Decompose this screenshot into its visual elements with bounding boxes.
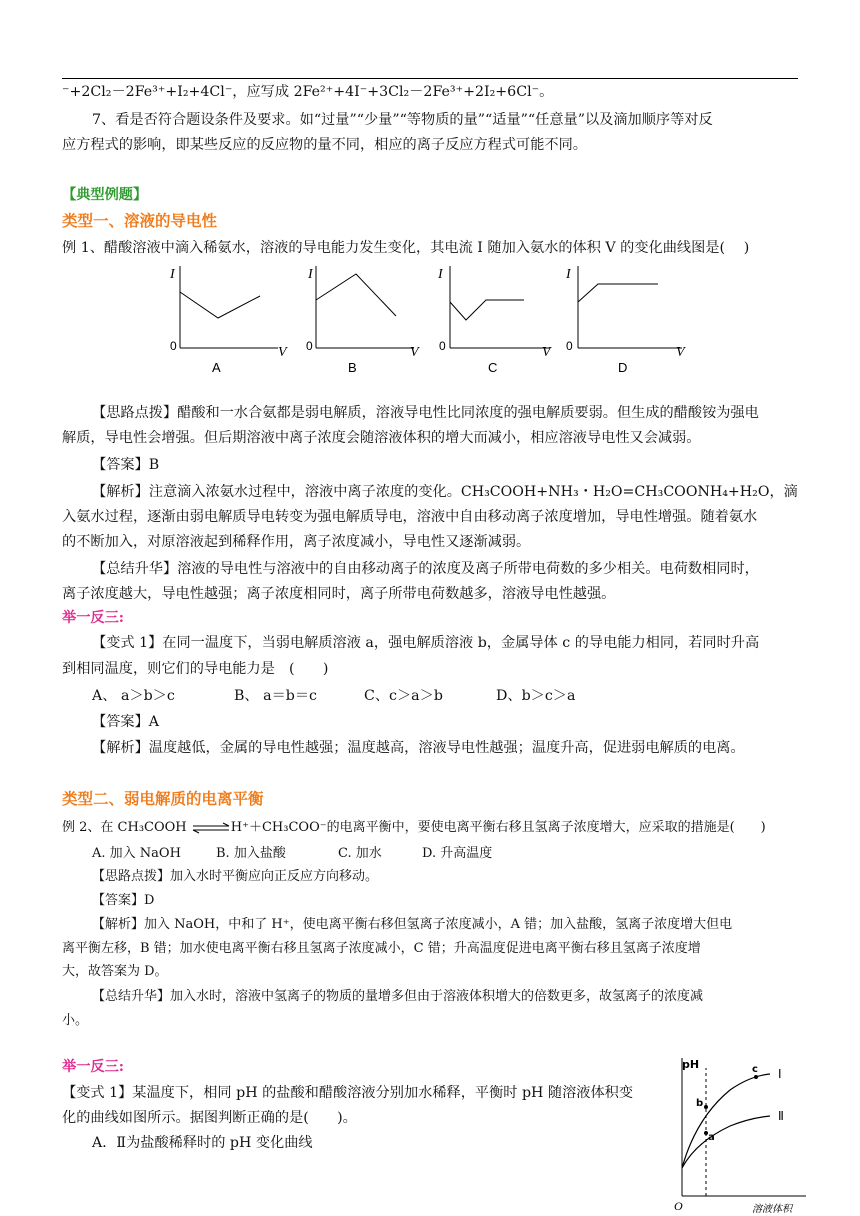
example1-summary-line1: 【总结升华】溶液的导电性与溶液中的自由移动离子的浓度及离子所带电荷数的多少相关。电荷数相同时， xyxy=(92,561,759,577)
curve-1-label: Ⅰ xyxy=(778,1067,782,1081)
variation1-answer: 【答案】A xyxy=(92,714,159,730)
rule-7-line1: 7、看是否符合题设条件及要求。如“过量”“少量”“等物质的量”“适量”“任意量”以及滴加顺序等对反 xyxy=(92,112,713,128)
example2-question-post: H⁺＋CH₃COO⁻的电离平衡中，要使电离平衡右移且氢离子浓度增大，应采取的措施是( ) xyxy=(230,820,766,835)
variation1-options xyxy=(92,686,798,706)
example1-summary-line2: 离子浓度越大，导电性越强；离子浓度相同时，离子所带电荷数越多，溶液导电性越强。 xyxy=(62,586,616,602)
graph-b-origin: 0 xyxy=(306,339,313,353)
example2-analysis-line2: 离平衡左移，B 错；加水使电离平衡右移且氢离子浓度减小，C 错；升高温度促进电离平衡右移且氢离子浓度增 xyxy=(62,941,701,956)
equation-continuation: ⁻+2Cl₂－2Fe³⁺+I₂+4Cl⁻，应写成 2Fe²⁺+4I⁻+3Cl₂－2Fe³⁺+2I₂+6Cl⁻。 xyxy=(62,84,554,100)
ph-dilution-figure xyxy=(670,1050,810,1216)
example2-question xyxy=(62,818,798,838)
example2-options xyxy=(92,844,798,864)
point-c-label: c xyxy=(752,1064,758,1075)
variation1-heading: 举一反三: xyxy=(62,610,124,626)
graph-c-y-label: I xyxy=(438,267,443,282)
graph-a-letter: A xyxy=(212,360,221,375)
graph-d-origin: 0 xyxy=(566,339,573,353)
graph-a-origin: 0 xyxy=(170,339,177,353)
example1-question: 例 1、醋酸溶液中滴入稀氨水，溶液的导电能力发生变化，其电流 I 随加入氨水的体积 V 的变化曲线图是( ) xyxy=(62,240,750,256)
type1-heading: 类型一、溶液的导电性 xyxy=(62,211,218,230)
option-b: B、 a＝b＝c xyxy=(234,688,317,704)
example1-analysis-line1: 【解析】注意滴入浓氨水过程中，溶液中离子浓度的变化。CH₃COOH+NH₃・H₂O=CH₃COONH₄+H₂O，滴 xyxy=(92,484,798,500)
graph-b-x-label: V xyxy=(410,345,419,360)
graph-d-y-label: I xyxy=(566,267,571,282)
example2-summary-line1: 【总结升华】加入水时，溶液中氢离子的物质的量增多但由于溶液体积增大的倍数更多，故氢离子的浓度减 xyxy=(92,989,704,1004)
graph-a-y-label: I xyxy=(170,267,175,282)
figure-origin: O xyxy=(674,1199,683,1213)
option-b: B. 加入盐酸 xyxy=(216,846,286,861)
option-a: A、 a＞b＞c xyxy=(92,688,175,704)
variation1-question-line1: 【变式 1】在同一温度下，当弱电解质溶液 a，强电解质溶液 b，金属导体 c 的导电能力相同，若同时升高 xyxy=(92,635,760,651)
example1-analysis-line3: 的不断加入，对原溶液起到稀释作用，离子浓度减小，导电性又逐渐减弱。 xyxy=(62,534,531,550)
variation1-question-line2: 到相同温度，则它们的导电能力是 ( ) xyxy=(62,661,329,677)
example2-question-pre: 例 2、在 CH₃COOH xyxy=(62,820,187,835)
graph-b-letter: B xyxy=(348,360,357,375)
figure-y-label: pH xyxy=(682,1058,700,1071)
option-a: A. 加入 NaOH xyxy=(92,846,181,861)
example1-analysis-line2: 入氨水过程，逐渐由弱电解质导电转变为强电解质导电，溶液中自由移动离子浓度增加，导电性增强。随着氨水 xyxy=(62,509,758,525)
example2-summary-line2: 小。 xyxy=(62,1013,89,1028)
option-d: D. 升高温度 xyxy=(422,846,493,861)
typical-examples-heading: 【典型例题】 xyxy=(62,187,148,203)
point-b-label: b xyxy=(696,1098,704,1109)
variation2-question-line2: 化的曲线如图所示。据图判断正确的是( )。 xyxy=(62,1110,357,1126)
type2-heading: 类型二、弱电解质的电离平衡 xyxy=(62,789,264,808)
variation2-question-line1: 【变式 1】某温度下，相同 pH 的盐酸和醋酸溶液分别加水稀释，平衡时 pH 随溶液体积变 xyxy=(62,1085,634,1101)
example1-hint-line2: 解质，导电性会增强。但后期溶液中离子浓度会随溶液体积的增大而减小，相应溶液导电性又会减弱。 xyxy=(62,430,701,446)
example2-analysis-line1: 【解析】加入 NaOH，中和了 H⁺，使电离平衡右移但氢离子浓度减小，A 错；加入盐酸，氢离子浓度增大但电 xyxy=(92,917,733,932)
graph-a-x-label: V xyxy=(278,345,287,360)
header-rule xyxy=(62,78,798,79)
variation2-option-a: A．Ⅱ为盐酸稀释时的 pH 变化曲线 xyxy=(92,1135,313,1151)
graph-b-y-label: I xyxy=(308,267,313,282)
graph-d-letter: D xyxy=(618,360,628,375)
example2-analysis-line3: 大，故答案为 D。 xyxy=(62,964,168,979)
example1-hint-line1: 【思路点拨】醋酸和一水合氨都是弱电解质，溶液导电性比同浓度的强电解质要弱。但生成的醋酸铵为强电 xyxy=(92,405,759,421)
curve-2-label: Ⅱ xyxy=(778,1109,784,1123)
rule-7-line2: 应方程式的影响，即某些反应的反应物的量不同，相应的离子反应方程式可能不同。 xyxy=(62,137,587,153)
example1-answer: 【答案】B xyxy=(92,457,160,473)
graph-d xyxy=(560,260,690,376)
graph-d-x-label: V xyxy=(676,345,685,360)
option-d: D、b＞c＞a xyxy=(496,688,576,704)
option-c: C. 加水 xyxy=(338,846,382,861)
graph-c-letter: C xyxy=(488,360,498,375)
graph-c-origin: 0 xyxy=(439,339,446,353)
graph-c xyxy=(434,260,564,376)
option-c: C、c＞a＞b xyxy=(364,688,443,704)
graph-c-x-label: V xyxy=(542,345,551,360)
example2-hint: 【思路点拨】加入水时平衡应向正反应方向移动。 xyxy=(92,869,379,884)
graph-b xyxy=(296,260,426,376)
equilibrium-arrow-icon xyxy=(191,822,231,834)
variation1-analysis: 【解析】温度越低，金属的导电性越强；温度越高，溶液导电性越强；温度升高，促进弱电解质的电离。 xyxy=(92,740,745,756)
graph-a xyxy=(160,260,290,376)
figure-x-label: 溶液体积 xyxy=(752,1204,792,1215)
example2-answer: 【答案】D xyxy=(92,893,155,908)
point-a-label: a xyxy=(708,1132,715,1143)
variation2-heading: 举一反三: xyxy=(62,1059,124,1075)
